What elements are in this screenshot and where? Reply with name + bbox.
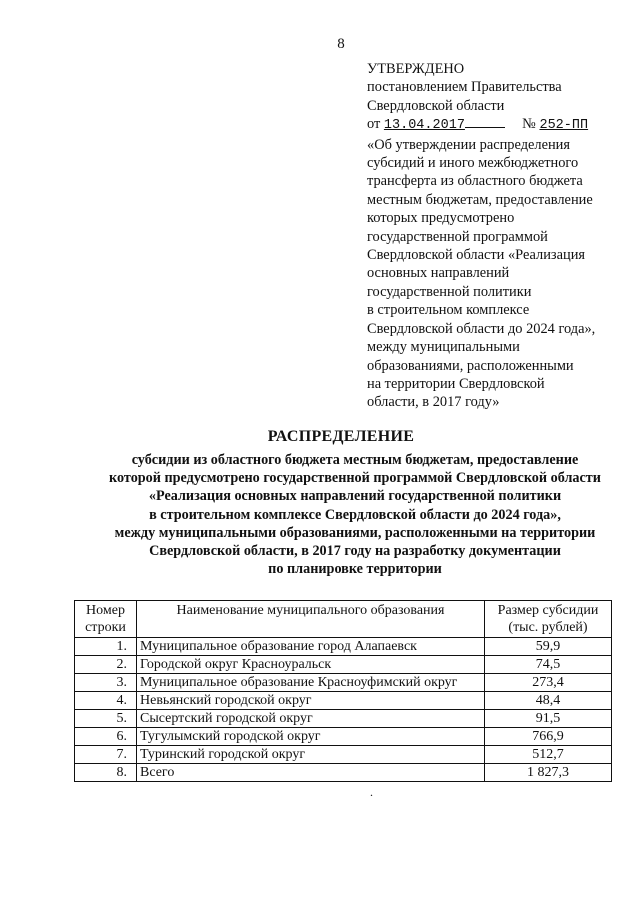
document-title: РАСПРЕДЕЛЕНИЕ [267, 428, 415, 445]
row-number: 7. [75, 746, 137, 764]
approval-decree-line: «Об утверждении распределения [367, 136, 571, 153]
subtitle-line: субсидии из областного бюджета местным бюджетам, предоставление [131, 452, 579, 468]
row-municipality: Тугулымский городской округ [137, 728, 485, 746]
row-municipality: Туринский городской округ [137, 746, 485, 764]
row-number: 1. [75, 638, 137, 656]
row-municipality: Всего [137, 764, 485, 782]
row-number: 8. [75, 764, 137, 782]
row-amount: 766,9 [485, 728, 612, 746]
approval-decree-line: трансферта из областного бюджета [367, 173, 583, 190]
row-number: 5. [75, 710, 137, 728]
approval-decree-line: местным бюджетам, предоставление [367, 191, 593, 208]
row-amount: 48,4 [485, 692, 612, 710]
approval-decree-line: между муниципальными [367, 339, 520, 356]
table-row [75, 710, 612, 728]
row-amount: 91,5 [485, 710, 612, 728]
row-amount: 273,4 [485, 674, 612, 692]
approval-decree-line: Свердловской области «Реализация [367, 247, 586, 264]
approval-decree-line: на территории Свердловской [367, 375, 545, 392]
row-amount: 1 827,3 [485, 764, 612, 782]
approval-decree-line: в строительном комплексе [367, 302, 530, 319]
decree-date: 13.04.2017 [383, 118, 465, 134]
header-number-line2: строки [85, 620, 126, 635]
approval-block [367, 60, 629, 412]
approval-decree-line: государственной политики [367, 283, 532, 300]
approval-decree-line: Свердловской области до 2024 года», [367, 320, 596, 337]
distribution-table [74, 600, 612, 782]
table-body [75, 638, 612, 782]
table-row [75, 728, 612, 746]
number-label: № [522, 116, 536, 133]
approval-heading: УТВЕРЖДЕНО [367, 61, 465, 77]
subtitle-line: по планировке территории [268, 561, 442, 578]
approval-date-line [367, 115, 629, 135]
row-municipality: Городской округ Красноуральск [137, 656, 485, 674]
approval-decree-line: субсидий и иного межбюджетного [367, 155, 579, 172]
table-header-row [75, 601, 612, 638]
row-amount: 59,9 [485, 638, 612, 656]
approval-decree-title [367, 136, 629, 412]
approval-line-2: Свердловской области [367, 97, 505, 114]
row-number: 6. [75, 728, 137, 746]
document-subtitle [60, 451, 640, 578]
subtitle-line: в строительном комплексе Свердловской области до 2024 года», [149, 506, 561, 523]
table-row [75, 674, 612, 692]
subtitle-line: которой предусмотрено государственной программой Свердловской области [109, 470, 601, 487]
row-amount: 74,5 [485, 656, 612, 674]
subtitle-line: между муниципальными образованиями, расположенными на территории [114, 524, 596, 541]
date-label: от [367, 116, 381, 133]
table-row [75, 764, 612, 782]
row-amount: 512,7 [485, 746, 612, 764]
page-number: 8 [337, 36, 345, 52]
header-number [75, 601, 137, 638]
header-amount-line1: Размер субсидии [497, 603, 599, 618]
table-row [75, 638, 612, 656]
table-row [75, 692, 612, 710]
approval-decree-line: образованиями, расположенными [367, 357, 574, 374]
row-number: 2. [75, 656, 137, 674]
row-number: 3. [75, 674, 137, 692]
row-municipality: Невьянский городской округ [137, 692, 485, 710]
header-amount-line2: (тыс. рублей) [508, 620, 588, 635]
subtitle-line: «Реализация основных направлений государственной политики [148, 488, 562, 505]
row-municipality: Муниципальное образование Красноуфимский округ [137, 674, 485, 692]
table-row [75, 656, 612, 674]
approval-decree-line: области, в 2017 году» [367, 394, 500, 411]
decree-number: 252-ПП [539, 118, 589, 134]
approval-decree-line: государственной программой [367, 228, 548, 245]
header-name: Наименование муниципального образования [137, 601, 485, 638]
subtitle-line: Свердловской области, в 2017 году на разработку документации [149, 543, 561, 560]
header-amount [485, 601, 612, 638]
row-municipality: Муниципальное образование город Алапаевск [137, 638, 485, 656]
approval-decree-line: основных направлений [367, 265, 510, 282]
row-number: 4. [75, 692, 137, 710]
table-row [75, 746, 612, 764]
approval-line-1: постановлением Правительства [367, 79, 562, 96]
header-number-line1: Номер [86, 603, 125, 618]
approval-decree-line: которых предусмотрено [367, 210, 515, 227]
footer-mark: . [370, 785, 373, 799]
row-municipality: Сысертский городской округ [137, 710, 485, 728]
